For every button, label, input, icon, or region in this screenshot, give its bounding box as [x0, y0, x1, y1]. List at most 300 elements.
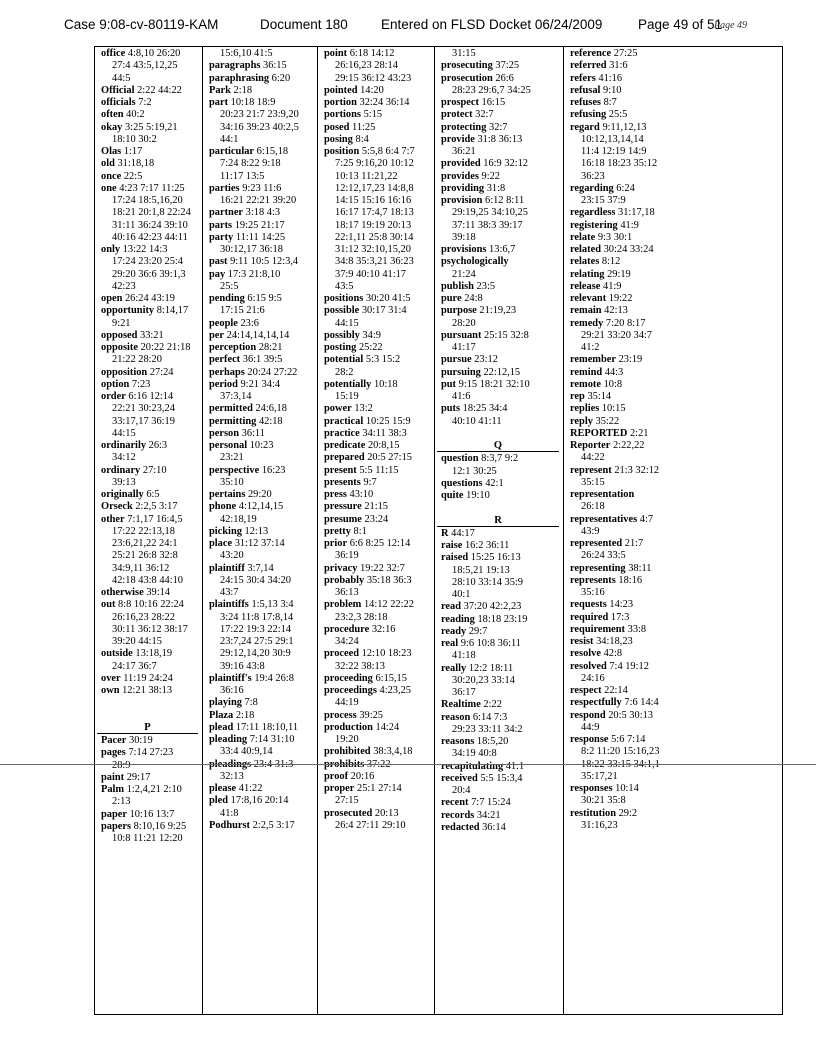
page-line-references: 23:4 31:3: [253, 758, 294, 770]
index-term: other: [101, 513, 125, 525]
index-entry: [324, 465, 432, 477]
index-entry: [324, 440, 432, 452]
index-term: prohibits: [324, 758, 365, 770]
page-line-references: 25:21 26:8 32:8: [112, 550, 178, 562]
index-entry: [441, 453, 561, 465]
index-term: resolved: [570, 660, 607, 672]
page-line-references: 10:23: [249, 440, 274, 451]
index-entry-continuation: [452, 724, 561, 736]
index-entry: [324, 293, 432, 305]
index-entry: [324, 538, 432, 550]
index-entry-continuation: [335, 256, 432, 268]
index-entry-continuation: [220, 746, 315, 758]
index-term: Orseck: [101, 501, 133, 513]
page-line-references: 21:3 32:12: [614, 464, 660, 476]
index-entry-continuation: [220, 195, 315, 207]
index-term: Realtime: [441, 699, 481, 711]
page-line-references: 33:17,17 36:19: [112, 415, 175, 427]
index-term: pressure: [324, 501, 362, 513]
index-entry: [101, 747, 200, 759]
index-entry-continuation: [581, 342, 782, 354]
index-entry-continuation: [581, 195, 782, 207]
index-term: phone: [209, 501, 237, 513]
index-entry: [209, 379, 315, 391]
page-line-references: 32:13: [220, 770, 244, 782]
index-entry: [570, 85, 782, 97]
page-line-references: 24:17 36:7: [112, 660, 157, 672]
index-term: rep: [570, 391, 585, 402]
page-line-references: 10:18 18:9: [230, 97, 276, 108]
page-line-references: 18:16: [618, 574, 643, 586]
index-entry: [209, 734, 315, 746]
page-line-references: 18:17 19:19 20:13: [335, 219, 412, 231]
index-term: only: [101, 244, 121, 255]
index-term: Reporter: [570, 440, 611, 451]
index-entry: [441, 305, 561, 317]
page-line-references: 24:16: [581, 672, 605, 684]
page-line-references: 23:21: [220, 452, 244, 464]
page-line-references: 12:2 18:11: [468, 662, 514, 674]
page-line-references: 23:5: [476, 280, 496, 292]
index-term: regard: [570, 121, 600, 133]
page-line-references: 34:11 38:3: [362, 427, 407, 439]
page-line-references: 1:5,13 3:4: [251, 599, 294, 611]
index-entry: [441, 354, 561, 366]
index-entry: [101, 809, 200, 821]
index-column-1: [95, 47, 202, 1014]
index-term: otherwise: [101, 587, 144, 598]
index-term: people: [209, 317, 238, 329]
page-line-references: 38:11: [628, 562, 652, 574]
index-entry: [441, 810, 561, 822]
index-entry: [441, 293, 561, 305]
page-line-references: 25:22: [358, 342, 383, 353]
index-term: opposed: [101, 329, 138, 341]
page-line-references: 12:1 30:25: [452, 465, 497, 477]
index-entry: [324, 134, 432, 146]
index-entry-continuation: [220, 612, 315, 624]
page-line-references: 30:12,17 36:18: [220, 244, 283, 255]
page-line-references: 23:19: [618, 354, 643, 366]
page-line-references: 24:15 30:4 34:20: [220, 574, 292, 586]
page-line-references: 6:20: [271, 72, 291, 84]
index-entry: [441, 244, 561, 256]
index-entry-continuation: [452, 748, 561, 760]
index-term: reply: [570, 415, 593, 427]
document-number: Document 180: [260, 17, 348, 32]
index-term: pending: [209, 293, 245, 304]
index-entry-continuation: [581, 501, 782, 513]
page-line-references: 6:24: [616, 182, 635, 194]
page-line-references: 12:10 18:23: [361, 648, 412, 660]
page-line-references: 7:2: [138, 97, 152, 108]
page-line-references: 36:14: [482, 821, 506, 833]
page-line-references: 27:24: [149, 366, 174, 378]
page-line-references: 10:16 13:7: [129, 808, 175, 820]
index-entry: [324, 526, 432, 538]
page-line-references: 12:12,17,23 14:8,8: [335, 182, 414, 194]
index-entry-continuation: [581, 134, 782, 146]
page-line-references: 28:23 29:6,7 34:25: [452, 84, 531, 96]
index-entry: [101, 342, 200, 354]
index-entry: [209, 697, 315, 709]
index-entry-continuation: [112, 73, 200, 85]
index-term: outside: [101, 648, 133, 660]
page-line-references: 29:19,25 34:10,25: [452, 207, 528, 219]
page-line-references: 26:16,23 28:22: [112, 611, 175, 623]
index-entry: [570, 97, 782, 109]
page-line-references: 22:21 30:23,24: [112, 403, 175, 415]
index-entry: [570, 685, 782, 697]
page-line-references: 9:22: [481, 170, 501, 182]
page-line-references: 44:3: [604, 366, 624, 378]
index-entry: [441, 540, 561, 552]
page-line-references: 6:12 8:11: [485, 195, 525, 206]
index-entry-continuation: [335, 158, 432, 170]
index-entry: [570, 599, 782, 611]
page-line-references: 29:19: [607, 268, 631, 280]
index-entry: [209, 599, 315, 611]
index-term: prosecuting: [441, 60, 493, 72]
index-term: proceed: [324, 648, 360, 660]
index-entry: [209, 146, 315, 158]
page-line-references: 1:17: [123, 146, 143, 157]
index-entry: [324, 710, 432, 722]
page-line-references: 41:22: [238, 783, 263, 794]
index-term: partner: [209, 207, 244, 219]
index-entry-continuation: [220, 171, 315, 183]
index-entry: [324, 403, 432, 415]
index-term: representing: [570, 562, 626, 574]
index-entry: [570, 379, 782, 391]
index-term: plaintiffs: [209, 599, 249, 611]
page-line-references: 43:20: [220, 550, 244, 562]
index-entry: [441, 281, 561, 293]
page-line-references: 35:18 36:3: [366, 574, 412, 586]
index-entry: [101, 821, 200, 833]
index-term: permitting: [209, 415, 257, 427]
page-line-references: 37:11 38:3 39:17: [452, 219, 523, 231]
index-entry: [570, 636, 782, 648]
index-term: order: [101, 391, 126, 402]
index-term: production: [324, 721, 373, 733]
index-entry-continuation: [335, 661, 432, 673]
page-line-references: 8:3,7 9:2: [481, 453, 519, 465]
index-term: Pacer: [101, 735, 127, 746]
page-line-references: 30:11 36:12 38:17: [112, 623, 188, 635]
page-line-references: 17:3: [610, 611, 630, 623]
index-term: registering: [570, 219, 618, 231]
index-term: responses: [570, 783, 613, 794]
page-line-references: 20:5 30:13: [608, 709, 653, 721]
page-line-references: 33:4 40:9,14: [220, 746, 273, 758]
index-term: pleading: [209, 734, 248, 745]
page-line-references: 23:6,21,22 24:1: [112, 538, 178, 549]
index-entry: [324, 305, 432, 317]
index-entry-continuation: [581, 746, 782, 758]
index-entry-continuation: [335, 220, 432, 232]
page-line-references: 20:16: [350, 770, 375, 782]
index-entry-continuation: [452, 589, 561, 601]
index-entry: [324, 452, 432, 464]
page-line-references: 4:8,10 26:20: [127, 48, 181, 59]
index-entry-continuation: [581, 795, 782, 807]
index-entry: [209, 207, 315, 219]
page-line-references: 25:1 27:14: [357, 783, 402, 794]
index-entry: [209, 73, 315, 85]
index-entry: [570, 538, 782, 550]
index-term: pursue: [441, 354, 472, 366]
index-term: practical: [324, 415, 364, 427]
index-entry: [101, 489, 200, 501]
page-line-references: 10:12,13,14,14: [581, 133, 644, 145]
index-entry-continuation: [452, 785, 561, 797]
index-entry: [441, 797, 561, 809]
page-line-references: 23:2,3 28:18: [335, 611, 388, 623]
page-line-references: 44:9: [581, 721, 600, 733]
index-term: requirement: [570, 623, 626, 635]
index-term: relevant: [570, 293, 607, 304]
index-entry: [441, 773, 561, 785]
index-entry-continuation: [112, 256, 200, 268]
case-number: Case 9:08-cv-80119-KAM: [64, 17, 219, 32]
index-entry-continuation: [335, 550, 432, 562]
page-line-references: 2:18: [235, 709, 255, 721]
index-entry-continuation: [335, 207, 432, 219]
index-term: protect: [441, 109, 473, 121]
index-term: quite: [441, 490, 464, 501]
page-line-references: 27:4 43:5,12,25: [112, 60, 178, 72]
index-entry-continuation: [335, 244, 432, 256]
index-entry: [209, 501, 315, 513]
index-entry: [324, 563, 432, 575]
index-entry: [570, 648, 782, 660]
index-term: raise: [441, 540, 463, 551]
page-line-references: 7:24 8:22 9:18: [220, 158, 281, 170]
page-line-references: 14:15 15:16 16:16: [335, 195, 412, 206]
page-line-references: 13:18,19: [135, 648, 173, 660]
page-line-references: 34:24: [335, 636, 359, 647]
index-entry: [324, 146, 432, 158]
page-line-references: 18:21 20:1,8 22:24: [112, 207, 191, 219]
page-line-references: 18:25 34:4: [462, 403, 508, 415]
page-line-references: 43:9: [581, 525, 600, 537]
page-line-references: 22:14: [604, 685, 628, 696]
page-line-references: 32:7: [475, 109, 494, 121]
page-line-references: 21:15: [364, 501, 388, 513]
index-term: pled: [209, 795, 229, 807]
index-column-3: [317, 47, 434, 1014]
index-entry: [324, 685, 432, 697]
page-line-references: 39:13: [112, 476, 136, 488]
page-line-references: 8:14,17: [156, 305, 189, 317]
page-line-references: 30:20 41:5: [365, 293, 411, 304]
index-term: posed: [324, 121, 350, 133]
index-entry-continuation: [220, 587, 315, 599]
index-term: received: [441, 772, 478, 784]
index-entry: [441, 109, 561, 121]
index-term: regardless: [570, 207, 616, 219]
page-line-references: 23:15 37:9: [581, 195, 626, 206]
index-term: proof: [324, 770, 349, 782]
index-term: pursuing: [441, 366, 481, 378]
index-term: opportunity: [101, 305, 155, 317]
index-term: ready: [441, 625, 467, 637]
index-entry-continuation: [112, 134, 200, 146]
index-term: put: [441, 378, 457, 390]
page-line-references: 26:4 27:11 29:10: [335, 819, 406, 831]
index-term: provisions: [441, 244, 487, 255]
index-entry: [324, 354, 432, 366]
index-entry-continuation: [112, 452, 200, 464]
index-entry: [570, 783, 782, 795]
page-line-references: 26:3: [148, 440, 168, 451]
index-entry-continuation: [112, 318, 200, 330]
index-term: paraphrasing: [209, 72, 270, 84]
index-entry-continuation: [452, 207, 561, 219]
page-line-references: 10:25 15:9: [365, 415, 411, 427]
index-term: prior: [324, 538, 348, 549]
index-term: presume: [324, 513, 362, 525]
index-term: requests: [570, 599, 607, 611]
index-entry: [209, 465, 315, 477]
index-term: picking: [209, 525, 242, 537]
page-line-references: 23:12: [474, 354, 498, 366]
index-entry-continuation: [220, 109, 315, 121]
page-line-references: 19:25 21:17: [234, 219, 285, 231]
index-entry-continuation: [220, 391, 315, 403]
page-line-references: 36:1 39:5: [242, 354, 283, 366]
page-line-references: 9:3 30:1: [597, 231, 633, 243]
index-entry-continuation: [220, 636, 315, 648]
index-entry-continuation: [112, 612, 200, 624]
index-entry: [101, 685, 200, 697]
index-entry: [441, 171, 561, 183]
index-entry: [101, 735, 200, 747]
page-line-references: 20:13: [374, 807, 399, 819]
index-entry-continuation: [112, 538, 200, 550]
index-entry: [209, 342, 315, 354]
page-line-references: 5:15: [363, 109, 383, 121]
index-term: represent: [570, 464, 612, 476]
page-line-references: 2:21: [629, 427, 649, 439]
index-entry: [101, 171, 200, 183]
page-line-references: 11:25: [352, 121, 376, 133]
index-term: questions: [441, 477, 483, 489]
index-term: papers: [101, 820, 132, 832]
index-entry-continuation: [452, 577, 561, 589]
index-term: read: [441, 601, 462, 613]
index-term: paint: [101, 771, 125, 783]
index-entry-continuation: [112, 195, 200, 207]
page-line-references: 28:20: [452, 317, 476, 329]
index-term: paragraphs: [209, 60, 261, 72]
page-line-references: 7:7 15:24: [471, 797, 511, 809]
page-line-references: 35:17,21: [581, 770, 618, 782]
page-line-references: 44:5: [112, 72, 131, 84]
page-line-references: 34:9,11 36:12: [112, 562, 170, 574]
index-entry: [209, 526, 315, 538]
index-term: old: [101, 158, 115, 170]
page-line-references: 8:2 11:20 15:16,23: [581, 746, 660, 758]
index-entry: [570, 122, 782, 134]
index-entry: [324, 722, 432, 734]
page-line-references: 29:2: [618, 807, 638, 819]
index-entry: [101, 305, 200, 317]
index-entry: [209, 269, 315, 281]
index-entry-continuation: [220, 122, 315, 134]
index-entry: [570, 109, 782, 121]
index-term: restitution: [570, 807, 616, 819]
page-line-references: 23:24: [364, 513, 389, 525]
index-term: relating: [570, 268, 605, 280]
index-entry: [101, 648, 200, 660]
page-line-references: 21:19,23: [479, 305, 517, 317]
index-term: perception: [209, 342, 257, 353]
page-line-references: 36:13: [335, 587, 359, 598]
index-entry-continuation: [581, 452, 782, 464]
page-line-references: 37:25: [495, 60, 520, 72]
index-entry: [324, 416, 432, 428]
page-line-references: 39:20 44:15: [112, 636, 162, 647]
page-line-references: 25:15 32:8: [484, 329, 529, 341]
page-line-references: 39:18: [452, 231, 476, 243]
page-line-references: 36:21: [452, 146, 476, 157]
page-line-references: 20:23 21:7 23:9,20: [220, 109, 299, 121]
index-entry-continuation: [581, 820, 782, 832]
page-line-references: 37:20 42:2,23: [463, 601, 522, 613]
index-entry: [570, 465, 782, 477]
index-term: power: [324, 403, 352, 415]
index-entry-continuation: [452, 466, 561, 478]
index-entry: [324, 109, 432, 121]
index-entry: [441, 60, 561, 72]
index-entry-continuation: [452, 391, 561, 403]
page-line-references: 28:21: [258, 342, 283, 353]
index-entry: [441, 528, 561, 540]
index-entry: [324, 330, 432, 342]
index-entry: [570, 256, 782, 268]
index-term: provides: [441, 170, 479, 182]
index-entry-continuation: [335, 269, 432, 281]
index-entry-continuation: [220, 244, 315, 256]
page-line-references: 35:10: [220, 476, 244, 488]
page-line-references: 41:2: [581, 342, 600, 353]
page-line-references: 31:18,18: [117, 158, 155, 170]
page-stamp: Page 49: [714, 20, 748, 31]
index-term: out: [101, 599, 116, 611]
page-line-references: 10:8: [603, 378, 623, 390]
index-term: refers: [570, 72, 596, 84]
page-line-references: 17:22 19:3 22:14: [220, 623, 292, 635]
index-term: redacted: [441, 821, 480, 833]
page-line-references: 9:10: [603, 84, 622, 96]
page-line-references: 17:22 22:13,18: [112, 525, 175, 537]
index-term: remote: [570, 378, 601, 390]
index-entry: [441, 552, 561, 564]
docket-entry: Entered on FLSD Docket 06/24/2009: [381, 17, 603, 32]
page-line-references: 40:10 41:11: [452, 415, 502, 427]
page-line-references: 25:5: [608, 109, 628, 121]
page-line-references: 2:22 44:22: [137, 84, 182, 96]
index-term: raised: [441, 552, 469, 564]
index-term: relate: [570, 231, 596, 243]
letter-section-heading: R: [437, 515, 559, 527]
index-entry: [209, 256, 315, 268]
index-entry: [209, 318, 315, 330]
page-line-references: 21:22 28:20: [112, 354, 162, 366]
index-term: portions: [324, 109, 361, 121]
